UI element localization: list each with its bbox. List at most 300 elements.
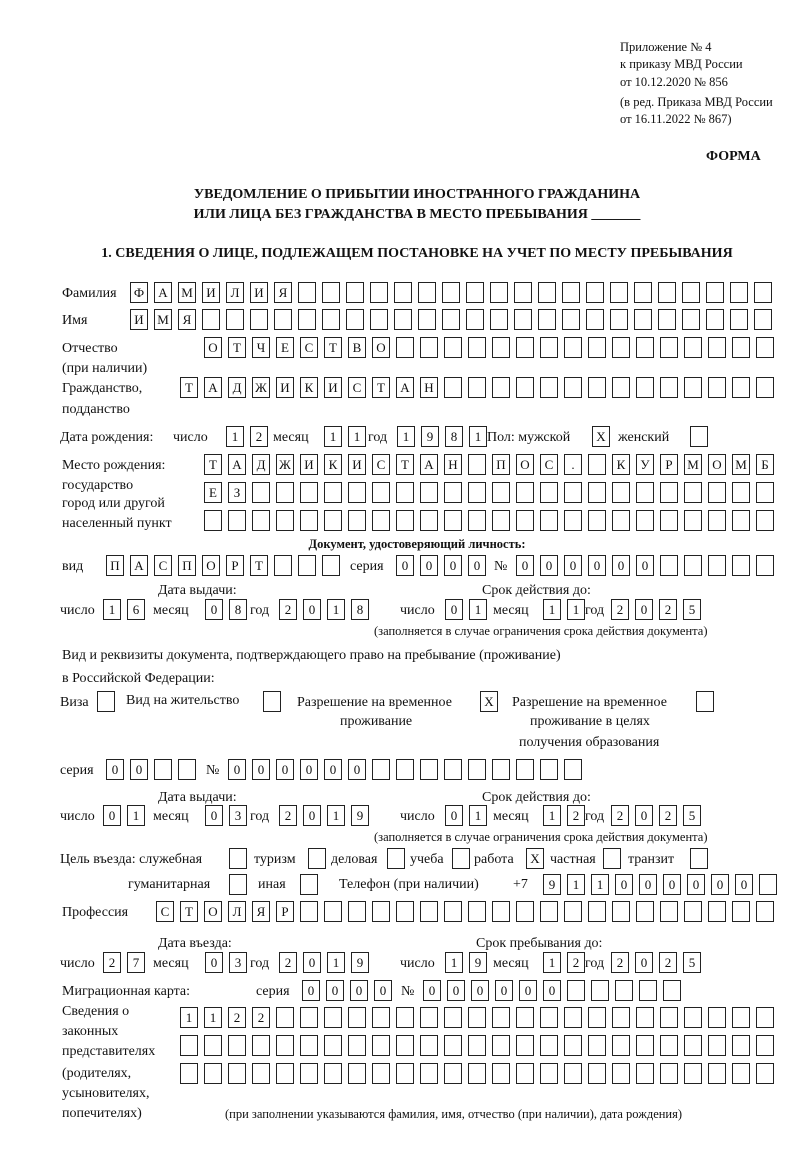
char-cell[interactable]: [538, 309, 556, 330]
char-cell[interactable]: Д: [228, 377, 246, 398]
char-cell[interactable]: Н: [420, 377, 438, 398]
char-cell[interactable]: Я: [178, 309, 196, 330]
char-cell[interactable]: [348, 482, 366, 503]
char-cell[interactable]: [754, 309, 772, 330]
char-cell[interactable]: [396, 1007, 414, 1028]
char-cell[interactable]: [612, 1035, 630, 1056]
char-cell[interactable]: М: [154, 309, 172, 330]
char-cell[interactable]: [492, 377, 510, 398]
char-cell[interactable]: [756, 337, 774, 358]
char-cell[interactable]: [540, 1007, 558, 1028]
char-cell[interactable]: [540, 1063, 558, 1084]
char-cell[interactable]: О: [204, 337, 222, 358]
char-cell[interactable]: Ж: [276, 454, 294, 475]
char-cell[interactable]: [732, 1035, 750, 1056]
char-cell[interactable]: 1: [103, 599, 121, 620]
char-cell[interactable]: [396, 901, 414, 922]
char-cell[interactable]: 9: [469, 952, 487, 973]
char-cell[interactable]: 2: [567, 805, 585, 826]
char-cell[interactable]: [324, 482, 342, 503]
char-cell[interactable]: 8: [229, 599, 247, 620]
char-cell[interactable]: [228, 510, 246, 531]
char-cell[interactable]: [418, 282, 436, 303]
checkbox[interactable]: [229, 874, 247, 895]
char-cell[interactable]: [754, 282, 772, 303]
char-cell[interactable]: [634, 309, 652, 330]
char-cell[interactable]: [252, 482, 270, 503]
char-cell[interactable]: Т: [372, 377, 390, 398]
char-cell[interactable]: [180, 1035, 198, 1056]
char-cell[interactable]: 0: [103, 805, 121, 826]
char-cell[interactable]: 0: [635, 599, 653, 620]
char-cell[interactable]: К: [324, 454, 342, 475]
char-cell[interactable]: [540, 1035, 558, 1056]
char-cell[interactable]: 1: [327, 952, 345, 973]
char-cell[interactable]: Я: [252, 901, 270, 922]
char-cell[interactable]: 0: [300, 759, 318, 780]
char-cell[interactable]: [276, 1063, 294, 1084]
char-cell[interactable]: Я: [274, 282, 292, 303]
char-cell[interactable]: [324, 1007, 342, 1028]
char-cell[interactable]: [154, 759, 172, 780]
char-cell[interactable]: [756, 482, 774, 503]
char-cell[interactable]: [564, 482, 582, 503]
char-cell[interactable]: [468, 1063, 486, 1084]
char-cell[interactable]: С: [154, 555, 172, 576]
char-cell[interactable]: О: [708, 454, 726, 475]
char-cell[interactable]: [516, 759, 534, 780]
char-cell[interactable]: [588, 377, 606, 398]
char-cell[interactable]: [274, 555, 292, 576]
char-cell[interactable]: [276, 1035, 294, 1056]
char-cell[interactable]: [684, 337, 702, 358]
char-cell[interactable]: 0: [635, 805, 653, 826]
char-cell[interactable]: [444, 377, 462, 398]
char-cell[interactable]: [322, 555, 340, 576]
char-cell[interactable]: [684, 555, 702, 576]
char-cell[interactable]: [514, 282, 532, 303]
char-cell[interactable]: Т: [180, 901, 198, 922]
char-cell[interactable]: [492, 482, 510, 503]
checkbox[interactable]: [690, 848, 708, 869]
char-cell[interactable]: [492, 1063, 510, 1084]
char-cell[interactable]: 2: [659, 599, 677, 620]
char-cell[interactable]: [346, 282, 364, 303]
char-cell[interactable]: 3: [229, 952, 247, 973]
char-cell[interactable]: 0: [130, 759, 148, 780]
char-cell[interactable]: [684, 482, 702, 503]
char-cell[interactable]: П: [178, 555, 196, 576]
char-cell[interactable]: [756, 901, 774, 922]
char-cell[interactable]: [756, 1063, 774, 1084]
char-cell[interactable]: [612, 1007, 630, 1028]
char-cell[interactable]: 2: [279, 805, 297, 826]
char-cell[interactable]: [322, 309, 340, 330]
char-cell[interactable]: [612, 482, 630, 503]
char-cell[interactable]: [468, 454, 486, 475]
char-cell[interactable]: [636, 1007, 654, 1028]
char-cell[interactable]: [396, 510, 414, 531]
char-cell[interactable]: [420, 337, 438, 358]
char-cell[interactable]: [732, 555, 750, 576]
char-cell[interactable]: 9: [351, 805, 369, 826]
char-cell[interactable]: [492, 901, 510, 922]
char-cell[interactable]: 8: [351, 599, 369, 620]
char-cell[interactable]: [490, 282, 508, 303]
char-cell[interactable]: 0: [519, 980, 537, 1001]
char-cell[interactable]: [372, 759, 390, 780]
char-cell[interactable]: 1: [469, 599, 487, 620]
char-cell[interactable]: [562, 282, 580, 303]
char-cell[interactable]: [372, 482, 390, 503]
char-cell[interactable]: [660, 377, 678, 398]
char-cell[interactable]: И: [300, 454, 318, 475]
char-cell[interactable]: [276, 482, 294, 503]
char-cell[interactable]: [396, 482, 414, 503]
checkbox[interactable]: [300, 874, 318, 895]
char-cell[interactable]: [418, 309, 436, 330]
char-cell[interactable]: [346, 309, 364, 330]
char-cell[interactable]: [639, 980, 657, 1001]
char-cell[interactable]: [372, 510, 390, 531]
char-cell[interactable]: [564, 510, 582, 531]
char-cell[interactable]: [615, 980, 633, 1001]
char-cell[interactable]: [442, 309, 460, 330]
char-cell[interactable]: 0: [612, 555, 630, 576]
char-cell[interactable]: 1: [543, 805, 561, 826]
char-cell[interactable]: [660, 510, 678, 531]
char-cell[interactable]: 0: [303, 805, 321, 826]
char-cell[interactable]: [252, 1063, 270, 1084]
char-cell[interactable]: [250, 309, 268, 330]
char-cell[interactable]: [636, 1063, 654, 1084]
char-cell[interactable]: [492, 1007, 510, 1028]
char-cell[interactable]: 2: [611, 599, 629, 620]
char-cell[interactable]: [684, 1007, 702, 1028]
char-cell[interactable]: [588, 1007, 606, 1028]
char-cell[interactable]: [394, 309, 412, 330]
char-cell[interactable]: С: [300, 337, 318, 358]
char-cell[interactable]: [567, 980, 585, 1001]
char-cell[interactable]: 0: [324, 759, 342, 780]
char-cell[interactable]: [540, 510, 558, 531]
char-cell[interactable]: [684, 1035, 702, 1056]
char-cell[interactable]: [420, 1063, 438, 1084]
char-cell[interactable]: [660, 1007, 678, 1028]
char-cell[interactable]: [514, 309, 532, 330]
char-cell[interactable]: [588, 1063, 606, 1084]
char-cell[interactable]: 1: [397, 426, 415, 447]
char-cell[interactable]: [708, 1063, 726, 1084]
char-cell[interactable]: 0: [350, 980, 368, 1001]
char-cell[interactable]: [420, 1007, 438, 1028]
char-cell[interactable]: О: [372, 337, 390, 358]
char-cell[interactable]: [276, 510, 294, 531]
char-cell[interactable]: 0: [445, 805, 463, 826]
char-cell[interactable]: [660, 1035, 678, 1056]
char-cell[interactable]: [538, 282, 556, 303]
char-cell[interactable]: [588, 337, 606, 358]
char-cell[interactable]: [492, 510, 510, 531]
char-cell[interactable]: [636, 1035, 654, 1056]
char-cell[interactable]: [684, 510, 702, 531]
char-cell[interactable]: 0: [663, 874, 681, 895]
char-cell[interactable]: Д: [252, 454, 270, 475]
char-cell[interactable]: П: [492, 454, 510, 475]
char-cell[interactable]: 0: [468, 555, 486, 576]
char-cell[interactable]: [298, 282, 316, 303]
char-cell[interactable]: 1: [543, 599, 561, 620]
char-cell[interactable]: [466, 282, 484, 303]
char-cell[interactable]: К: [612, 454, 630, 475]
char-cell[interactable]: 2: [659, 952, 677, 973]
char-cell[interactable]: Е: [276, 337, 294, 358]
char-cell[interactable]: [663, 980, 681, 1001]
char-cell[interactable]: 0: [205, 599, 223, 620]
checkbox[interactable]: [263, 691, 281, 712]
char-cell[interactable]: [394, 282, 412, 303]
char-cell[interactable]: [540, 377, 558, 398]
char-cell[interactable]: 0: [588, 555, 606, 576]
char-cell[interactable]: И: [276, 377, 294, 398]
char-cell[interactable]: [300, 1007, 318, 1028]
char-cell[interactable]: Р: [226, 555, 244, 576]
char-cell[interactable]: 1: [469, 805, 487, 826]
char-cell[interactable]: 1: [567, 599, 585, 620]
char-cell[interactable]: Р: [276, 901, 294, 922]
char-cell[interactable]: 0: [445, 599, 463, 620]
char-cell[interactable]: Ж: [252, 377, 270, 398]
char-cell[interactable]: 2: [659, 805, 677, 826]
char-cell[interactable]: [660, 337, 678, 358]
char-cell[interactable]: [300, 901, 318, 922]
char-cell[interactable]: [466, 309, 484, 330]
char-cell[interactable]: [468, 759, 486, 780]
char-cell[interactable]: [756, 1035, 774, 1056]
char-cell[interactable]: Р: [660, 454, 678, 475]
char-cell[interactable]: [759, 874, 777, 895]
char-cell[interactable]: [348, 1035, 366, 1056]
checkbox[interactable]: X: [480, 691, 498, 712]
char-cell[interactable]: 0: [687, 874, 705, 895]
char-cell[interactable]: С: [156, 901, 174, 922]
char-cell[interactable]: [372, 1007, 390, 1028]
char-cell[interactable]: М: [178, 282, 196, 303]
char-cell[interactable]: [444, 759, 462, 780]
char-cell[interactable]: [444, 1035, 462, 1056]
char-cell[interactable]: [516, 510, 534, 531]
char-cell[interactable]: Л: [226, 282, 244, 303]
char-cell[interactable]: [204, 510, 222, 531]
char-cell[interactable]: [658, 309, 676, 330]
char-cell[interactable]: 0: [735, 874, 753, 895]
char-cell[interactable]: З: [228, 482, 246, 503]
char-cell[interactable]: 5: [683, 952, 701, 973]
char-cell[interactable]: [562, 309, 580, 330]
char-cell[interactable]: 0: [564, 555, 582, 576]
char-cell[interactable]: [348, 901, 366, 922]
char-cell[interactable]: [564, 1035, 582, 1056]
char-cell[interactable]: 9: [351, 952, 369, 973]
char-cell[interactable]: 1: [567, 874, 585, 895]
char-cell[interactable]: 1: [324, 426, 342, 447]
char-cell[interactable]: [588, 901, 606, 922]
char-cell[interactable]: [322, 282, 340, 303]
char-cell[interactable]: [348, 1007, 366, 1028]
char-cell[interactable]: [444, 1007, 462, 1028]
char-cell[interactable]: 1: [327, 599, 345, 620]
char-cell[interactable]: [732, 482, 750, 503]
char-cell[interactable]: [610, 309, 628, 330]
char-cell[interactable]: [324, 901, 342, 922]
char-cell[interactable]: 0: [615, 874, 633, 895]
char-cell[interactable]: [226, 309, 244, 330]
char-cell[interactable]: [612, 901, 630, 922]
char-cell[interactable]: [564, 901, 582, 922]
char-cell[interactable]: [730, 309, 748, 330]
char-cell[interactable]: [540, 901, 558, 922]
char-cell[interactable]: Н: [444, 454, 462, 475]
char-cell[interactable]: [516, 482, 534, 503]
char-cell[interactable]: [370, 309, 388, 330]
char-cell[interactable]: [730, 282, 748, 303]
char-cell[interactable]: К: [300, 377, 318, 398]
char-cell[interactable]: [396, 337, 414, 358]
char-cell[interactable]: А: [154, 282, 172, 303]
char-cell[interactable]: 8: [445, 426, 463, 447]
checkbox[interactable]: [97, 691, 115, 712]
char-cell[interactable]: 0: [303, 599, 321, 620]
char-cell[interactable]: 0: [540, 555, 558, 576]
char-cell[interactable]: [420, 482, 438, 503]
char-cell[interactable]: О: [516, 454, 534, 475]
char-cell[interactable]: [490, 309, 508, 330]
char-cell[interactable]: [660, 555, 678, 576]
char-cell[interactable]: 2: [279, 599, 297, 620]
char-cell[interactable]: [492, 337, 510, 358]
char-cell[interactable]: 0: [543, 980, 561, 1001]
char-cell[interactable]: [612, 1063, 630, 1084]
char-cell[interactable]: [300, 1035, 318, 1056]
char-cell[interactable]: [540, 482, 558, 503]
char-cell[interactable]: 0: [471, 980, 489, 1001]
char-cell[interactable]: [372, 1063, 390, 1084]
char-cell[interactable]: Ф: [130, 282, 148, 303]
char-cell[interactable]: Т: [228, 337, 246, 358]
char-cell[interactable]: [298, 309, 316, 330]
char-cell[interactable]: [756, 1007, 774, 1028]
char-cell[interactable]: 0: [252, 759, 270, 780]
char-cell[interactable]: [252, 510, 270, 531]
char-cell[interactable]: 2: [103, 952, 121, 973]
char-cell[interactable]: [516, 901, 534, 922]
char-cell[interactable]: 0: [228, 759, 246, 780]
char-cell[interactable]: [610, 282, 628, 303]
char-cell[interactable]: [468, 1035, 486, 1056]
char-cell[interactable]: Ч: [252, 337, 270, 358]
char-cell[interactable]: А: [420, 454, 438, 475]
char-cell[interactable]: 0: [276, 759, 294, 780]
char-cell[interactable]: [468, 377, 486, 398]
char-cell[interactable]: [298, 555, 316, 576]
char-cell[interactable]: [682, 309, 700, 330]
char-cell[interactable]: А: [204, 377, 222, 398]
char-cell[interactable]: [636, 337, 654, 358]
char-cell[interactable]: 3: [229, 805, 247, 826]
char-cell[interactable]: .: [564, 454, 582, 475]
char-cell[interactable]: [444, 510, 462, 531]
char-cell[interactable]: [612, 510, 630, 531]
char-cell[interactable]: [706, 282, 724, 303]
char-cell[interactable]: 2: [567, 952, 585, 973]
char-cell[interactable]: [588, 510, 606, 531]
char-cell[interactable]: [420, 510, 438, 531]
char-cell[interactable]: 0: [635, 952, 653, 973]
char-cell[interactable]: [516, 1007, 534, 1028]
char-cell[interactable]: [204, 1035, 222, 1056]
char-cell[interactable]: [372, 1035, 390, 1056]
char-cell[interactable]: [732, 510, 750, 531]
char-cell[interactable]: [348, 1063, 366, 1084]
char-cell[interactable]: 0: [303, 952, 321, 973]
char-cell[interactable]: 0: [447, 980, 465, 1001]
char-cell[interactable]: [564, 337, 582, 358]
char-cell[interactable]: 0: [516, 555, 534, 576]
char-cell[interactable]: 0: [374, 980, 392, 1001]
char-cell[interactable]: 7: [127, 952, 145, 973]
char-cell[interactable]: Т: [396, 454, 414, 475]
char-cell[interactable]: 0: [444, 555, 462, 576]
char-cell[interactable]: [588, 1035, 606, 1056]
char-cell[interactable]: [612, 337, 630, 358]
char-cell[interactable]: [708, 337, 726, 358]
char-cell[interactable]: [708, 377, 726, 398]
char-cell[interactable]: [420, 901, 438, 922]
char-cell[interactable]: 0: [420, 555, 438, 576]
char-cell[interactable]: О: [202, 555, 220, 576]
char-cell[interactable]: Т: [204, 454, 222, 475]
char-cell[interactable]: П: [106, 555, 124, 576]
char-cell[interactable]: Е: [204, 482, 222, 503]
char-cell[interactable]: 1: [204, 1007, 222, 1028]
char-cell[interactable]: [516, 377, 534, 398]
char-cell[interactable]: [348, 510, 366, 531]
char-cell[interactable]: [756, 555, 774, 576]
char-cell[interactable]: [228, 1063, 246, 1084]
checkbox[interactable]: [387, 848, 405, 869]
char-cell[interactable]: [732, 377, 750, 398]
char-cell[interactable]: [204, 1063, 222, 1084]
char-cell[interactable]: 1: [127, 805, 145, 826]
char-cell[interactable]: 2: [611, 952, 629, 973]
char-cell[interactable]: [300, 510, 318, 531]
char-cell[interactable]: 6: [127, 599, 145, 620]
char-cell[interactable]: [732, 1007, 750, 1028]
char-cell[interactable]: [420, 759, 438, 780]
checkbox[interactable]: [696, 691, 714, 712]
char-cell[interactable]: [492, 1035, 510, 1056]
char-cell[interactable]: [684, 1063, 702, 1084]
char-cell[interactable]: М: [732, 454, 750, 475]
char-cell[interactable]: [708, 510, 726, 531]
char-cell[interactable]: [540, 759, 558, 780]
char-cell[interactable]: 5: [683, 599, 701, 620]
char-cell[interactable]: [586, 309, 604, 330]
char-cell[interactable]: [516, 337, 534, 358]
char-cell[interactable]: [756, 377, 774, 398]
char-cell[interactable]: [420, 1035, 438, 1056]
char-cell[interactable]: [732, 337, 750, 358]
